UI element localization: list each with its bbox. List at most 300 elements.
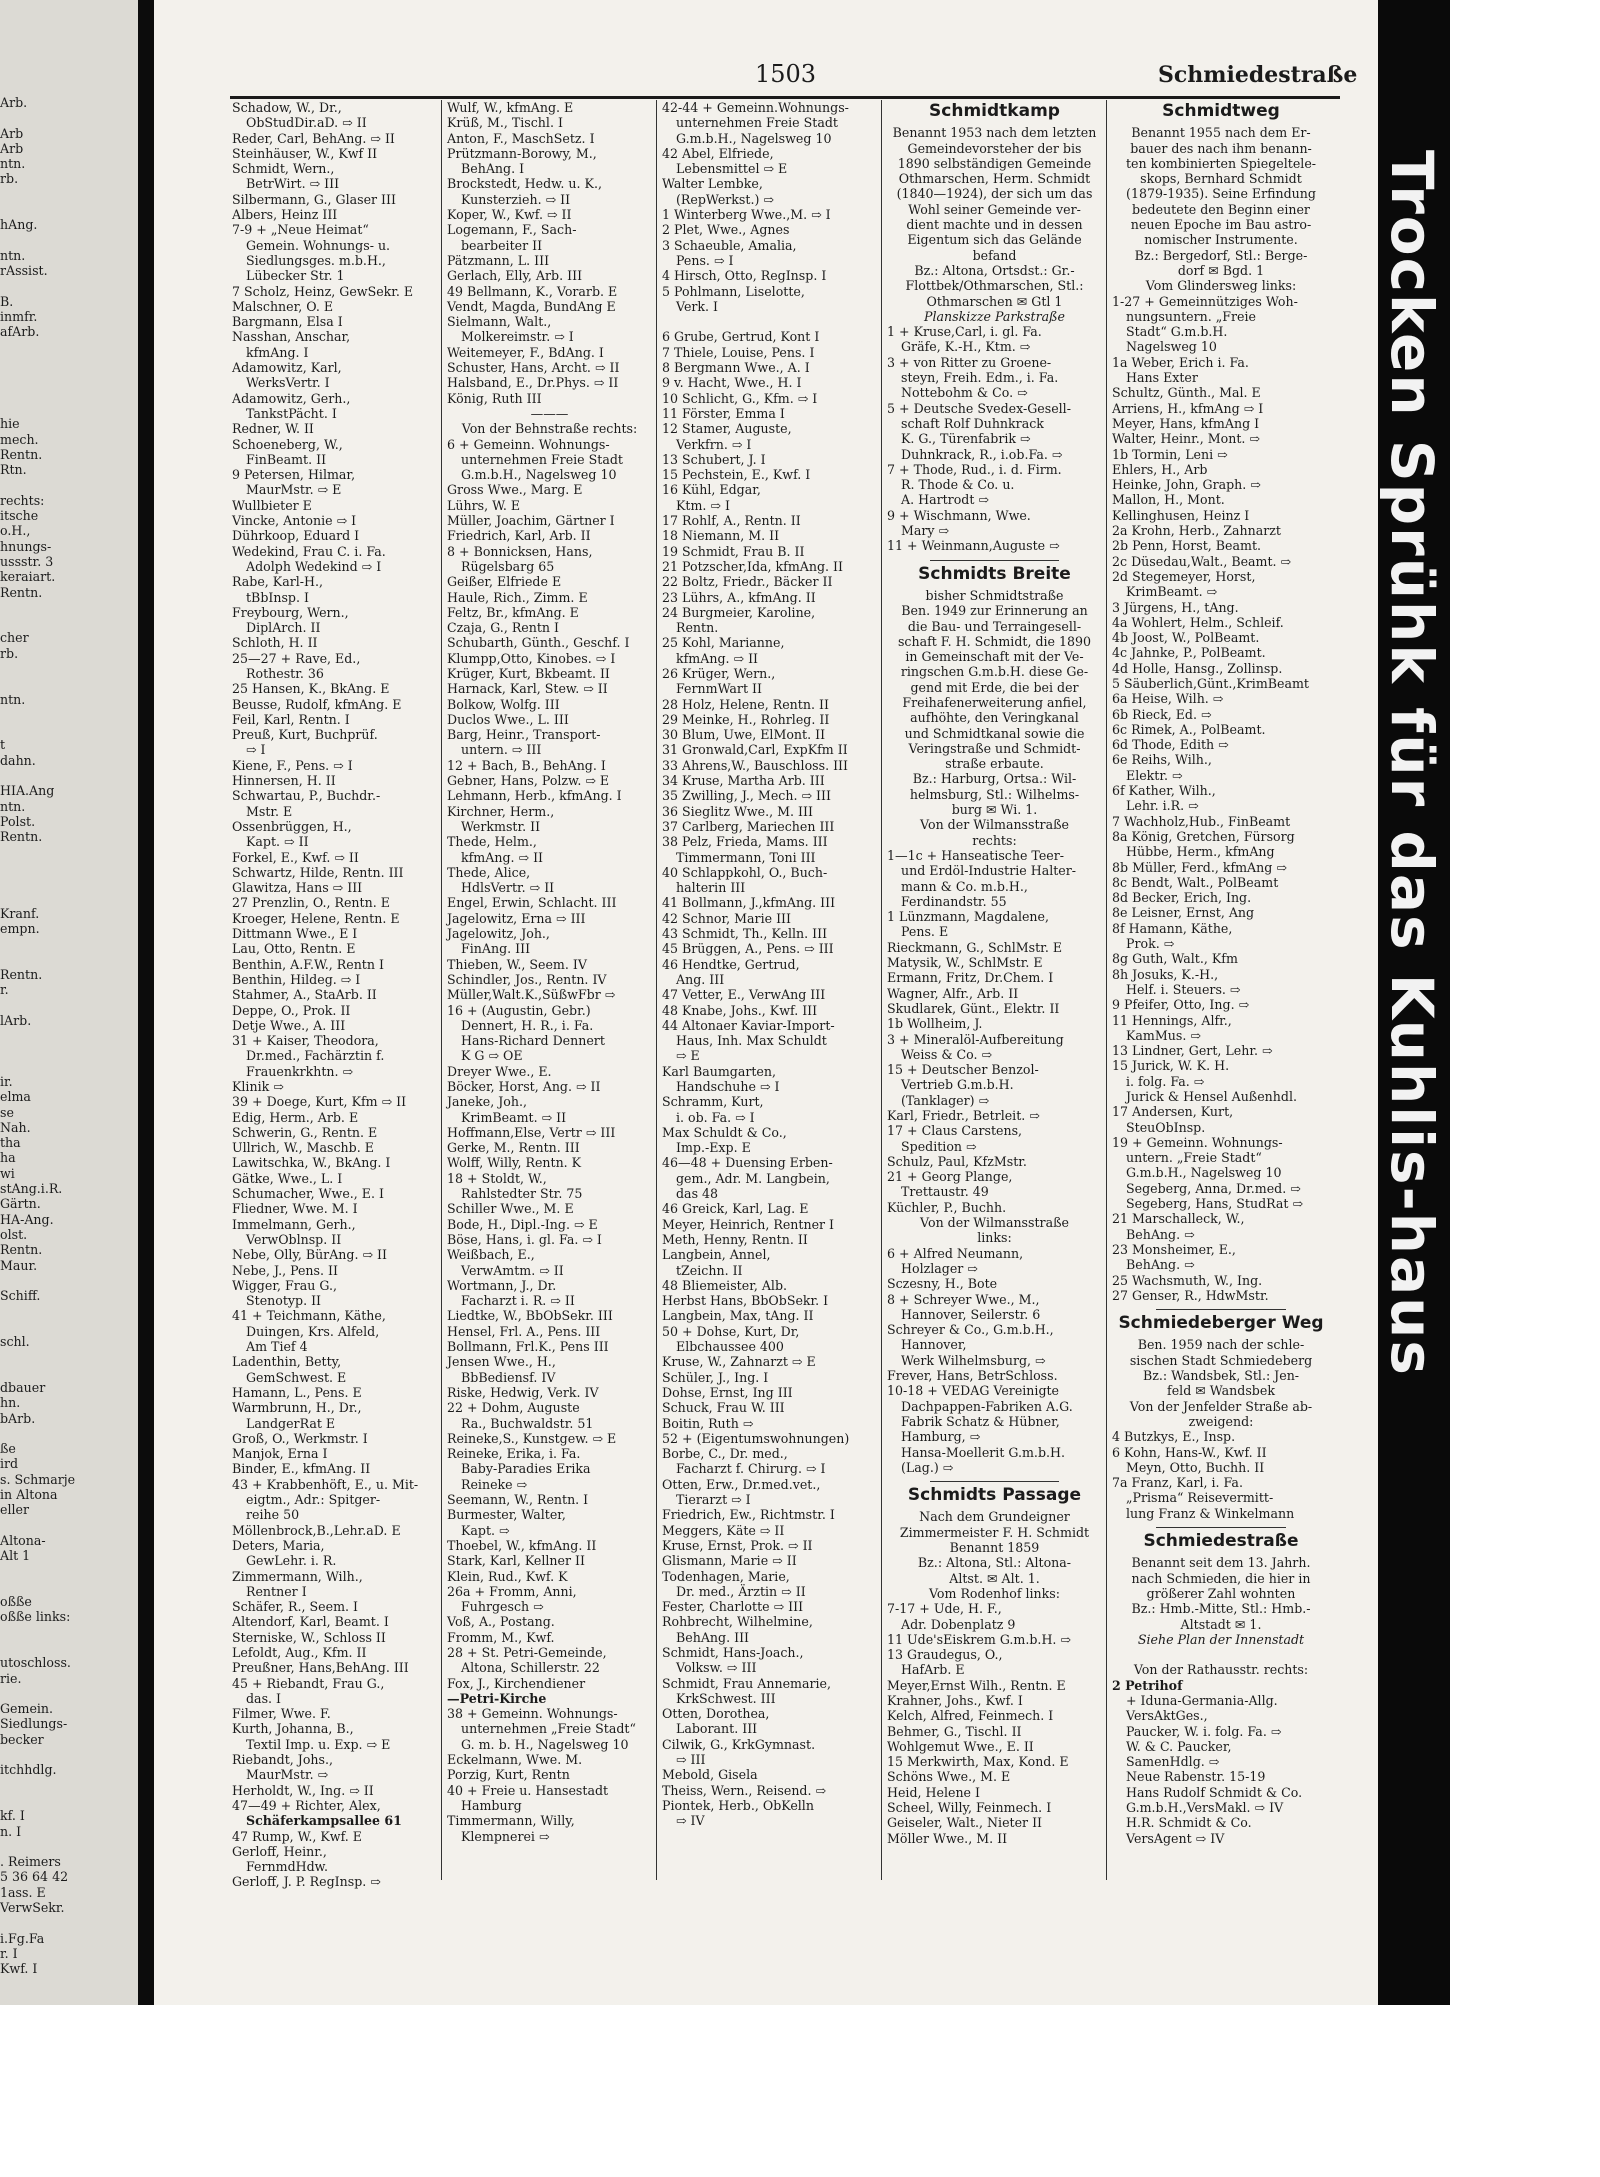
left-edge-fragment [0,600,138,615]
directory-entry: KrkSchwest. III [676,1690,776,1706]
left-edge-fragment [0,1686,138,1701]
directory-entry: 1 Winterberg Wwe.,M. ⇨ I [662,207,831,223]
directory-entry: WerksVertr. I [246,375,330,391]
street-note: zweigend: [1188,1413,1254,1429]
left-edge-fragment: se [0,1104,14,1120]
street-note: Wohl seiner Gemeinde ver- [908,201,1081,217]
directory-entry: BetrWirt. ⇨ III [246,176,340,192]
directory-entry: Böcker, Horst, Ang. ⇨ II [447,1079,601,1094]
directory-entry: Fester, Charlotte ⇨ III [662,1599,804,1615]
street-note: ——— [530,405,569,421]
directory-entry: Gerlach, Elly, Arb. III [447,268,583,284]
directory-entry: Borbe, C., Dr. med., [662,1446,788,1462]
street-note: Othmarschen, Herm. Schmidt [898,171,1091,187]
directory-entry: Skudlarek, Günt., Elektr. II [887,1000,1060,1016]
directory-entry: G.m.b.H., Nagelsweg 10 [1126,1165,1282,1181]
left-edge-fragment: Nah. [0,1119,31,1135]
directory-entry: Trettaustr. 49 [901,1184,989,1200]
left-edge-fragment: in Altona [0,1487,58,1503]
directory-entry: 6f Kather, Wilh., [1112,783,1216,799]
directory-entry: 21 Potzscher,Ida, kfmAng. II [662,558,843,574]
directory-entry: Lehmann, Herb., kfmAng. I [447,788,622,804]
directory-entry: VersAktGes., [1126,1708,1208,1724]
left-edge-fragment: keraiart. [0,569,56,585]
street-note: die Bau- und Terraingesell- [907,618,1082,634]
left-edge-fragment [0,1319,138,1334]
directory-entry: Klinik ⇨ [232,1079,284,1094]
directory-entry: Friedrich, Karl, Arb. II [447,528,591,544]
directory-entry: Vertrieb G.m.b.H. [901,1077,1014,1093]
directory-entry: 5 Säuberlich,Günt.,KrimBeamt [1112,675,1309,691]
directory-entry [1112,1647,1330,1662]
street-note: Benannt seit dem 13. Jahrh. [1131,1555,1311,1571]
directory-entry: 23 Monsheimer, E., [1112,1241,1236,1257]
directory-entry: Haule, Rich., Zimm. E [447,589,588,605]
left-edge-fragment: ussstr. 3 [0,553,54,569]
street-note: Bz.: Harburg, Ortsa.: Wil- [912,771,1077,787]
directory-entry: 19 Schmidt, Frau B. II [662,543,805,559]
directory-entry: 47 Vetter, E., VerwAng III [662,987,826,1003]
directory-entry: Filmer, Wwe. F. [232,1706,331,1722]
directory-entry: 12 + Bach, B., BehAng. I [447,757,606,773]
directory-entry: 1b Wollheim, J. [887,1016,983,1032]
directory-entry: Zimmermann, Wilh., [232,1568,363,1584]
directory-entry: 36 Sieglitz Wwe., M. III [662,803,813,819]
directory-entry: Krahner, Johs., Kwf. I [887,1692,1023,1708]
street-heading: Schmidtkamp [929,101,1060,121]
directory-entry: 10 Schlicht, G., Kfm. ⇨ I [662,390,818,406]
left-edge-fragment: itsche [0,508,39,524]
left-edge-fragment [0,1273,138,1288]
directory-entry: Dreyer Wwe., E. [447,1063,552,1079]
directory-entry: GemSchwest. E [246,1369,347,1385]
directory-entry: Lührs, W. E [447,497,521,513]
directory-entry: 10-18 + VEDAG Vereinigte [887,1383,1060,1399]
directory-entry: Fliedner, Wwe. M. I [232,1201,358,1217]
directory-entry: Ermann, Fritz, Dr.Chem. I [887,970,1054,986]
directory-entry: Preußner, Hans,BehAng. III [232,1660,409,1676]
directory-entry: Gräfe, K.-H., Ktm. ⇨ [901,339,1031,355]
left-edge-fragment [0,1426,138,1441]
directory-entry: Kirchner, Herm., [447,803,555,819]
directory-entry: Preuß, Kurt, Buchprüf. [232,727,378,743]
directory-entry: 42-44 + Gemeinn.Wohnungs- [662,100,849,115]
street-note: Von der Behnstraße rechts: [461,421,638,437]
directory-entry: Pens. ⇨ I [676,252,734,268]
directory-entry: 46—48 + Duensing Erben- [662,1155,833,1171]
directory-entry: Gross Wwe., Marg. E [447,482,583,498]
directory-entry: König, Ruth III [447,390,542,406]
left-edge-fragment: VerwSekr. [0,1900,65,1916]
directory-entry: 8b Müller, Ferd., kfmAng ⇨ [1112,859,1287,875]
directory-entry: Am Tief 4 [246,1339,308,1355]
directory-entry: 4b Joost, W., PolBeamt. [1112,630,1260,646]
left-edge-fragment: Polst. [0,813,36,829]
left-edge-fragment [0,355,138,370]
left-edge-fragment [0,279,138,294]
left-edge-fragment [0,952,138,967]
directory-entry: Otten, Erw., Dr.med.vet., [662,1476,821,1492]
directory-entry: Duhnkrack, R., i.ob.Fa. ⇨ [901,446,1063,462]
directory-entry: BehAng. III [676,1629,750,1645]
directory-entry: 45 + Riebandt, Frau G., [232,1675,385,1691]
directory-entry: 1 Lünzmann, Magdalene, [887,909,1049,925]
left-edge-fragment: Siedlungs- [0,1716,68,1732]
directory-entry: Vincke, Antonie ⇨ I [232,513,357,529]
directory-entry: 41 Bollmann, J.,kfmAng. III [662,895,836,911]
directory-entry: 40 + Freie u. Hansestadt [447,1782,609,1798]
directory-entry: Klumpp,Otto, Kinobes. ⇨ I [447,650,616,666]
directory-entry: Behmer, G., Tischl. II [887,1723,1022,1739]
directory-entry: Nottebohm & Co. ⇨ [901,385,1028,401]
directory-entry: halterin III [676,880,746,896]
left-edge-fragment: ße [0,1441,16,1457]
directory-column-3 [662,100,877,1900]
street-note: bedeutete den Beginn einer [1132,201,1310,217]
directory-entry: 7-9 + „Neue Heimat“ [232,222,369,238]
directory-entry: 11 Ude'sEiskrem G.m.b.H. ⇨ [887,1631,1071,1647]
directory-entry: Kapt. ⇨ II [246,834,309,850]
directory-entry: 3 + Mineralöl-Aufbereitung [887,1031,1064,1047]
directory-entry: Bolkow, Wolfg. III [447,696,560,712]
directory-entry: Jagelowitz, Joh., [447,926,550,942]
street-note: Gemeindevorsteher der bis [907,140,1082,156]
edge-bleed-text: Trocken Sprühk für das Kuhlis-haus [1378,150,1446,1377]
directory-entry: 21 + Georg Plange, [887,1169,1013,1185]
street-note: Benannt 1953 nach dem letzten [892,125,1097,141]
left-edge-fragment [0,1365,138,1380]
left-edge-fragment: afArb. [0,324,40,340]
directory-entry: Schmidt, Hans-Joach., [662,1644,804,1660]
directory-entry: Rieckmann, G., SchlMstr. E [887,939,1063,955]
directory-entry: Duclos Wwe., L. III [447,711,569,727]
directory-entry: Hübbe, Herm., kfmAng [1126,844,1275,860]
directory-entry: Mary ⇨ [901,523,950,539]
directory-entry: Kapt. ⇨ [461,1522,510,1538]
left-edge-fragment: inmfr. [0,309,38,325]
street-note: ringschen G.m.b.H. diese Ge- [900,664,1089,680]
street-note: ten kombinierten Spiegeltele- [1125,155,1317,171]
directory-entry: (Lag.) ⇨ [901,1459,954,1475]
directory-entry: Redner, W. II [232,421,314,437]
street-note: Vom Glindersweg links: [1145,278,1297,294]
directory-entry: Albers, Heinz III [232,207,338,223]
directory-entry: Handschuhe ⇨ I [676,1079,780,1094]
directory-entry: 31 Gronwald,Carl, ExpKfm II [662,742,848,758]
directory-entry: Ferdinandstr. 55 [901,893,1007,909]
directory-entry: Elektr. ⇨ [1126,767,1183,783]
street-note: Benannt 1859 [949,1540,1040,1556]
directory-entry: 33 Ahrens,W., Bauschloss. III [662,757,849,773]
left-edge-fragment [0,615,138,630]
left-edge-fragment: ir. [0,1074,13,1089]
directory-entry: Rentner I [246,1583,307,1599]
directory-entry: Schmidt, Frau Annemarie, [662,1675,831,1691]
left-edge-fragment [0,1778,138,1793]
directory-entry: Ang. III [676,971,725,987]
left-edge-fragment [0,890,138,905]
directory-entry: Czaja, G., Rentn I [447,620,560,636]
directory-entry: Duingen, Krs. Alfeld, [246,1323,380,1339]
directory-entry: BbBediensf. IV [461,1369,556,1385]
directory-entry: 15 Merkwirth, Max, Kond. E [887,1754,1069,1770]
directory-entry: Nasshan, Anschar, [232,329,351,345]
directory-column-2 [447,100,652,1900]
left-edge-fragment: 5 36 64 42 [0,1869,69,1885]
directory-entry: DiplArch. II [246,620,321,636]
left-edge-fragment: eller [0,1502,29,1518]
left-edge-fragment: ntn. [0,691,26,707]
directory-entry: 52 + (Eigentumswohnungen) [662,1430,850,1446]
directory-entry: Dachpappen-Fabriken A.G. [901,1398,1073,1414]
directory-entry: Karl Baumgarten, [662,1063,777,1079]
left-edge-fragment: kf. I [0,1808,25,1824]
directory-entry: Hannover, Seilerstr. 6 [901,1306,1041,1322]
directory-entry: bearbeiter II [461,237,543,253]
left-edge-fragment: Rentn. [0,829,43,845]
directory-entry: 42 Abel, Elfriede, [662,145,774,161]
directory-entry: 1 + Kruse,Carl, i. gl. Fa. [887,324,1042,340]
left-edge-fragment: 1ass. E [0,1884,46,1900]
directory-entry: Molkereimstr. ⇨ I [461,329,574,345]
directory-entry: 8h Josuks, K.-H., [1112,966,1219,982]
directory-entry: Meyer, Heinrich, Rentner I [662,1216,835,1232]
directory-entry: Immelmann, Gerh., [232,1216,356,1232]
left-edge-fragment: olst. [0,1226,28,1242]
left-edge-fragment [0,845,138,860]
directory-entry: Dittmann Wwe., E I [232,926,358,942]
directory-entry: Gerloff, Heinr., [232,1843,327,1859]
left-edge-fragment [0,661,138,676]
left-edge-fragment [0,202,138,217]
street-note: nach Schmieden, die hier in [1131,1570,1311,1586]
directory-entry: Jagelowitz, Erna ⇨ III [447,910,586,926]
directory-entry: KrimBeamt. ⇨ [1126,584,1218,600]
directory-entry: Tierarzt ⇨ I [676,1492,751,1508]
street-heading: Schmiedestraße [1143,1531,1299,1552]
directory-entry: HdlsVertr. ⇨ II [461,880,555,896]
left-edge-fragment: hie [0,416,20,432]
directory-entry: Nebe, J., Pens. II [232,1262,338,1278]
directory-entry: 8d Becker, Erich, Ing. [1112,890,1252,906]
directory-entry: Verk. I [676,298,719,314]
directory-entry: das 48 [676,1186,719,1202]
directory-entry: Piontek, Herb., ObKelln [662,1797,814,1813]
street-note: Ben. 1959 nach der schle- [1137,1337,1305,1353]
directory-entry: K G ⇨ OE [461,1048,523,1064]
directory-entry: Lawitschka, W., BkAng. I [232,1155,391,1171]
directory-entry: Facharzt i. R. ⇨ II [461,1293,575,1309]
directory-entry: Edig, Herm., Arb. E [232,1109,359,1125]
directory-entry: Koper, W., Kwf. ⇨ II [447,207,572,223]
directory-entry: Schuck, Frau W. III [662,1400,785,1416]
directory-entry: Deppe, O., Prok. II [232,1002,351,1018]
directory-entry: Schüler, J., Ing. I [662,1369,769,1385]
directory-entry: Silbermann, G., Glaser III [232,191,396,207]
directory-entry: Schöns Wwe., M. E [887,1769,1011,1785]
directory-entry: FinAng. III [461,941,531,957]
directory-entry: 43 + Krabbenhöft, E., u. Mit- [232,1476,419,1492]
directory-entry: 46 Greick, Karl, Lag. E [662,1201,809,1217]
directory-entry: Voß, A., Postang. [447,1614,555,1630]
directory-entry: Klempnerei ⇨ [461,1828,550,1844]
left-edge-fragment: dbauer [0,1379,46,1395]
directory-entry: Prok. ⇨ [1126,936,1175,952]
street-note: Eigentum sich das Gelände [907,232,1082,248]
directory-entry: 8e Leisner, Ernst, Ang [1112,905,1255,921]
street-note: Bz.: Altona, Stl.: Altona- [917,1555,1072,1571]
directory-entry: Schreyer & Co., G.m.b.H., [887,1322,1054,1338]
directory-entry: 11 Hennings, Alfr., [1112,1012,1232,1028]
directory-entry: Schoeneberg, W., [232,436,343,452]
directory-entry: 13 Lindner, Gert, Lehr. ⇨ [1112,1043,1273,1059]
directory-entry: Riske, Hedwig, Verk. IV [447,1384,599,1400]
directory-entry: Porzig, Kurt, Rentn [447,1767,570,1783]
directory-entry: Wohlgemut Wwe., E. II [887,1738,1034,1754]
directory-entry: Bode, H., Dipl.-Ing. ⇨ E [447,1216,598,1232]
directory-entry: 35 Zwilling, J., Mech. ⇨ III [662,788,831,804]
directory-entry: 27 Genser, R., HdwMstr. [1112,1287,1269,1303]
directory-entry: 9 + Wischmann, Wwe. [887,507,1031,523]
directory-entry: Lübecker Str. 1 [246,268,345,284]
street-note: rechts: [972,832,1017,848]
left-edge-fragment: n. I [0,1823,22,1839]
street-note: aufhöhte, den Veringkanal [910,710,1079,726]
directory-entry: Langbein, Max, tAng. II [662,1308,814,1324]
directory-entry: Beusse, Rudolf, kfmAng. E [232,696,402,712]
directory-entry: 47 Rump, W., Kwf. E [232,1828,362,1844]
left-edge-fragment: Schiff. [0,1288,41,1304]
street-note: links: [977,1230,1012,1246]
section-rule [930,1481,1059,1482]
directory-entry: Werkmstr. II [461,818,541,834]
left-edge-fragment [0,340,138,355]
street-note: burg ✉ Wi. 1. [951,802,1038,818]
directory-entry: Kelch, Alfred, Feinmech. I [887,1708,1054,1724]
directory-entry: 7 Thiele, Louise, Pens. I [662,344,815,360]
left-edge-fragment [0,768,138,783]
directory-entry: tBbInsp. I [246,589,309,605]
directory-entry: unternehmen Freie Stadt [461,451,623,467]
directory-entry: Mallon, H., Mont. [1112,492,1225,508]
directory-entry: Walter, Heinr., Mont. ⇨ [1112,431,1260,447]
directory-entry: Timmermann, Toni III [676,849,816,865]
directory-entry: 8 Bergmann Wwe., A. I [662,360,810,376]
left-edge-fragment: cher [0,630,29,646]
street-note: Nach dem Grundeigner [919,1509,1070,1525]
directory-entry: 25 Wachsmuth, W., Ing. [1112,1272,1263,1288]
left-edge-fragment: Rtn. [0,462,27,478]
left-edge-fragment [0,998,138,1013]
street-note: Bz.: Bergedorf, Stl.: Berge- [1134,247,1308,263]
left-edge-fragment [0,1579,138,1594]
directory-entry: 22 Boltz, Friedr., Bäcker II [662,574,833,590]
directory-entry: ObStudDir.aD. ⇨ II [246,115,367,131]
left-edge-fragment [0,233,138,248]
directory-entry: Liedtke, W., BbObSekr. III [447,1308,613,1324]
directory-entry: Kruse, W., Zahnarzt ⇨ E [662,1354,816,1370]
directory-entry: Baby-Paradies Erika [461,1461,591,1477]
directory-entry: Dührkoop, Eduard I [232,528,360,544]
directory-entry: Böse, Hans, i. gl. Fa. ⇨ I [447,1231,602,1247]
street-note: befand [972,247,1017,263]
directory-entry: nungsuntern. „Freie [1126,308,1256,324]
directory-entry: Freybourg, Wern., [232,604,349,620]
directory-entry: 47—49 + Richter, Alex, [232,1797,381,1813]
directory-entry: schaft Rolf Duhnkrack [901,415,1044,431]
left-edge-fragment: Arb [0,140,24,156]
section-rule [1156,1309,1287,1310]
directory-entry: 50 + Dohse, Kurt, Dr, [662,1323,800,1339]
directory-entry: Anton, F., MaschSetz. I [447,130,595,146]
directory-entry: 2d Stegemeyer, Horst, [1112,568,1256,584]
left-edge-fragment [0,1303,138,1318]
left-edge-fragment: wi [0,1165,15,1181]
directory-entry: Cilwik, G., KrkGymnast. [662,1736,816,1752]
street-note: Bz.: Wandsbek, Stl.: Jen- [1142,1368,1300,1384]
directory-entry: Scheel, Willy, Feinmech. I [887,1800,1052,1816]
directory-entry: Volksw. ⇨ III [676,1660,757,1676]
left-edge-fragment: HA-Ang. [0,1211,54,1227]
directory-entry: Heid, Helene I [887,1784,980,1800]
directory-entry: Meyn, Otto, Buchh. II [1126,1459,1265,1475]
directory-entry: 11 + Weinmann,Auguste ⇨ [887,538,1060,554]
left-edge-fragment [0,1059,138,1074]
directory-entry: Hamann, L., Pens. E [232,1384,362,1400]
left-edge-fragment: oßße links: [0,1609,71,1625]
left-edge-fragment [0,1625,138,1640]
directory-entry: Malschner, O. E [232,298,334,314]
directory-entry: Meyer,Ernst Wilh., Rentn. E [887,1677,1066,1693]
left-edge-fragment [0,110,138,125]
directory-entry: Riebandt, Johs., [232,1752,333,1768]
directory-entry: Wortmann, J., Dr. [447,1277,557,1293]
left-edge-fragment: Arb [0,125,24,141]
street-heading: Schmidts Passage [907,1485,1082,1506]
directory-entry: 6 + Alfred Neumann, [887,1245,1024,1261]
directory-entry: Seemann, W., Rentn. I [447,1492,589,1508]
directory-entry: Reineke,S., Kunstgew. ⇨ E [447,1430,617,1446]
directory-entry: 38 Pelz, Frieda, Mams. III [662,834,828,850]
directory-entry: 3 Jürgens, H., tAng. [1112,599,1239,615]
directory-entry: Timmermann, Willy, [447,1813,575,1829]
directory-entry: Benthin, Hildeg. ⇨ I [232,971,361,987]
street-note: Flottbek/Othmarschen, Stl.: [905,278,1084,294]
directory-entry: Hans-Richard Dennert [461,1033,605,1049]
directory-entry: 24 Burgmeier, Karoline, [662,604,816,620]
street-note: Veringstraße und Schmidt- [908,740,1081,756]
left-edge-fragment [0,1747,138,1762]
directory-entry: Krüß, M., Tischl. I [447,115,563,131]
street-heading: Schmidts Breite [918,563,1071,584]
directory-entry: Herholdt, W., Ing. ⇨ II [232,1782,374,1798]
directory-entry: Wulf, W., kfmAng. E [447,100,574,115]
left-edge-fragment: ird [0,1456,19,1472]
directory-entry: 13 Graudegus, O., [887,1647,1003,1663]
directory-entry: Kurth, Johanna, B., [232,1721,354,1737]
directory-entry: 37 Carlberg, Mariechen III [662,818,835,834]
directory-entry: Jensen Wwe., H., [447,1354,556,1370]
directory-entry: Rügelsbarg 65 [461,558,555,574]
directory-entry: Reineke, Erika, i. Fa. [447,1446,581,1462]
directory-entry: Nebe, Olly, BürAng. ⇨ II [232,1247,387,1263]
directory-entry: 31 + Kaiser, Theodora, [232,1033,379,1049]
street-note: (1840—1924), der sich um das [896,186,1093,202]
street-heading: Schmidtweg [1162,101,1280,121]
directory-entry: Schmidt, Wern., [232,161,335,177]
column-divider [1106,100,1107,1880]
street-note: Ben. 1949 zur Erinnerung an [901,603,1088,619]
